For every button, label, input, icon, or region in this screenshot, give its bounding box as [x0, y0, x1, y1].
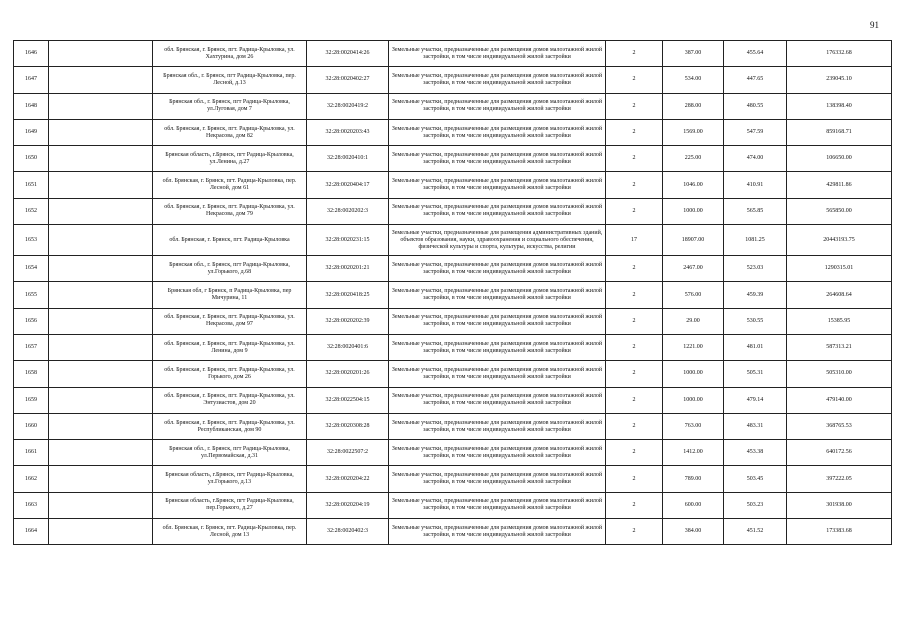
cadastral-number-cell: 32:28:0020402:3	[307, 519, 389, 545]
area-cell: 1221.00	[663, 334, 724, 360]
table-row	[14, 256, 892, 282]
permitted-use-cell: Земельные участки, предназначенные для размещения административных зданий, объектов образования, науки, здравоохранения и социального обеспечения, физической культуры и спорта, культуры, искусства, религии	[389, 225, 606, 256]
specific-value-cell: 479.14	[724, 387, 787, 413]
address-cell: Брянская область, г.Брянск, пгт Радица-Крыловка, ул.Ленина, д.27	[153, 146, 307, 172]
row-number: 1664	[14, 519, 49, 545]
cadastral-value-cell: 859168.71	[787, 119, 892, 145]
specific-value-cell: 453.38	[724, 440, 787, 466]
permitted-use-cell: Земельные участки, предназначенные для размещения домов малоэтажной жилой застройки, в том числе индивидуальной жилой застройки	[389, 492, 606, 518]
empty-cell	[49, 282, 153, 308]
table-row	[14, 225, 892, 256]
permitted-use-cell: Земельные участки, предназначенные для размещения домов малоэтажной жилой застройки, в том числе индивидуальной жилой застройки	[389, 308, 606, 334]
permitted-use-cell: Земельные участки, предназначенные для размещения домов малоэтажной жилой застройки, в том числе индивидуальной жилой застройки	[389, 119, 606, 145]
cadastral-value-cell: 368765.53	[787, 413, 892, 439]
table-row	[14, 440, 892, 466]
use-group-cell: 2	[606, 334, 663, 360]
table-row	[14, 146, 892, 172]
use-group-cell: 2	[606, 492, 663, 518]
use-group-cell: 2	[606, 41, 663, 67]
row-number: 1651	[14, 172, 49, 198]
permitted-use-cell: Земельные участки, предназначенные для размещения домов малоэтажной жилой застройки, в том числе индивидуальной жилой застройки	[389, 282, 606, 308]
cadastral-number-cell: 32:28:0020201:21	[307, 256, 389, 282]
cadastral-value-cell: 479140.00	[787, 387, 892, 413]
cadastral-number-cell: 32:28:0022504:15	[307, 387, 389, 413]
use-group-cell: 2	[606, 282, 663, 308]
cadastral-number-cell: 32:28:0020414:26	[307, 41, 389, 67]
cadastral-value-cell: 301938.00	[787, 492, 892, 518]
cadastral-value-cell: 565850.00	[787, 198, 892, 224]
use-group-cell: 2	[606, 466, 663, 492]
row-number: 1653	[14, 225, 49, 256]
permitted-use-cell: Земельные участки, предназначенные для размещения домов малоэтажной жилой застройки, в том числе индивидуальной жилой застройки	[389, 172, 606, 198]
permitted-use-cell: Земельные участки, предназначенные для размещения домов малоэтажной жилой застройки, в том числе индивидуальной жилой застройки	[389, 256, 606, 282]
permitted-use-cell: Земельные участки, предназначенные для размещения домов малоэтажной жилой застройки, в том числе индивидуальной жилой застройки	[389, 387, 606, 413]
row-number: 1654	[14, 256, 49, 282]
specific-value-cell: 474.00	[724, 146, 787, 172]
row-number: 1661	[14, 440, 49, 466]
area-cell: 384.00	[663, 519, 724, 545]
empty-cell	[49, 198, 153, 224]
cadastral-number-cell: 32:28:0020308:28	[307, 413, 389, 439]
specific-value-cell: 455.64	[724, 41, 787, 67]
table-body	[14, 41, 892, 545]
row-number: 1662	[14, 466, 49, 492]
address-cell: Брянская обл., г. Брянск, пгт Радица-Крыловка, ул.Первомайская, д.31	[153, 440, 307, 466]
area-cell: 534.00	[663, 67, 724, 93]
address-cell: обл. Брянская, г. Брянск, пгт. Радица-Крыловка, ул. Республиканская, дом 90	[153, 413, 307, 439]
specific-value-cell: 410.91	[724, 172, 787, 198]
specific-value-cell: 503.23	[724, 492, 787, 518]
cadastral-number-cell: 32:28:0020203:43	[307, 119, 389, 145]
empty-cell	[49, 119, 153, 145]
table-row	[14, 361, 892, 387]
row-number: 1657	[14, 334, 49, 360]
area-cell: 2467.00	[663, 256, 724, 282]
cadastral-number-cell: 32:28:0020231:15	[307, 225, 389, 256]
use-group-cell: 2	[606, 387, 663, 413]
row-number: 1659	[14, 387, 49, 413]
empty-cell	[49, 387, 153, 413]
area-cell: 1412.00	[663, 440, 724, 466]
cadastral-number-cell: 32:28:0020410:1	[307, 146, 389, 172]
land-plot-table	[13, 40, 892, 545]
specific-value-cell: 480.55	[724, 93, 787, 119]
row-number: 1663	[14, 492, 49, 518]
use-group-cell: 2	[606, 440, 663, 466]
address-cell: обл. Брянская, г. Брянск, пгт. Радица-Крыловка, ул. Ленина, дом 9	[153, 334, 307, 360]
cadastral-value-cell: 176332.68	[787, 41, 892, 67]
area-cell: 29.00	[663, 308, 724, 334]
cadastral-value-cell: 138398.40	[787, 93, 892, 119]
use-group-cell: 17	[606, 225, 663, 256]
empty-cell	[49, 334, 153, 360]
empty-cell	[49, 440, 153, 466]
empty-cell	[49, 225, 153, 256]
area-cell: 1000.00	[663, 361, 724, 387]
area-cell: 18907.00	[663, 225, 724, 256]
table-row	[14, 387, 892, 413]
specific-value-cell: 447.65	[724, 67, 787, 93]
cadastral-number-cell: 32:28:0020202:3	[307, 198, 389, 224]
address-cell: обл. Брянская, г. Брянск, пгт. Радица-Крыловка, ул. Некрасова, дом 82	[153, 119, 307, 145]
table-row	[14, 282, 892, 308]
address-cell: Брянская обл., г. Брянск, пгт Радица-Крыловка, пер. Лесной, д.13	[153, 67, 307, 93]
address-cell: Брянская область, г.Брянск, пгт Радица-Крыловка, ул.Горького, д.13	[153, 466, 307, 492]
address-cell: обл. Брянская, г. Брянск, пгт. Радица-Крыловка, ул. Горького, дом 26	[153, 361, 307, 387]
use-group-cell: 2	[606, 308, 663, 334]
page-number: 91	[870, 20, 879, 30]
cadastral-value-cell: 264608.64	[787, 282, 892, 308]
table-row	[14, 67, 892, 93]
row-number: 1650	[14, 146, 49, 172]
specific-value-cell: 547.59	[724, 119, 787, 145]
cadastral-number-cell: 32:28:0020204:22	[307, 466, 389, 492]
row-number: 1658	[14, 361, 49, 387]
table-row	[14, 334, 892, 360]
empty-cell	[49, 466, 153, 492]
cadastral-value-cell: 20443193.75	[787, 225, 892, 256]
cadastral-number-cell: 32:28:0020418:25	[307, 282, 389, 308]
table-row	[14, 41, 892, 67]
area-cell: 1046.00	[663, 172, 724, 198]
specific-value-cell: 505.31	[724, 361, 787, 387]
specific-value-cell: 451.52	[724, 519, 787, 545]
permitted-use-cell: Земельные участки, предназначенные для размещения домов малоэтажной жилой застройки, в том числе индивидуальной жилой застройки	[389, 334, 606, 360]
use-group-cell: 2	[606, 67, 663, 93]
table-row	[14, 198, 892, 224]
cadastral-value-cell: 429811.86	[787, 172, 892, 198]
empty-cell	[49, 172, 153, 198]
permitted-use-cell: Земельные участки, предназначенные для размещения домов малоэтажной жилой застройки, в том числе индивидуальной жилой застройки	[389, 440, 606, 466]
specific-value-cell: 483.31	[724, 413, 787, 439]
cadastral-value-cell: 640172.56	[787, 440, 892, 466]
use-group-cell: 2	[606, 361, 663, 387]
table-row	[14, 492, 892, 518]
address-cell: обл. Брянская, г. Брянск, пгт. Радица-Крыловка, ул. Некрасова, дом 79	[153, 198, 307, 224]
empty-cell	[49, 93, 153, 119]
area-cell: 288.00	[663, 93, 724, 119]
row-number: 1648	[14, 93, 49, 119]
permitted-use-cell: Земельные участки, предназначенные для размещения домов малоэтажной жилой застройки, в том числе индивидуальной жилой застройки	[389, 93, 606, 119]
address-cell: Брянская область, г.Брянск, пгт Радица-Крыловка, пер.Горького, д.27	[153, 492, 307, 518]
cadastral-value-cell: 15385.95	[787, 308, 892, 334]
area-cell: 576.00	[663, 282, 724, 308]
cadastral-value-cell: 106650.00	[787, 146, 892, 172]
empty-cell	[49, 413, 153, 439]
use-group-cell: 2	[606, 146, 663, 172]
specific-value-cell: 565.85	[724, 198, 787, 224]
empty-cell	[49, 256, 153, 282]
cadastral-value-cell: 505310.00	[787, 361, 892, 387]
cadastral-number-cell: 32:28:0020204:19	[307, 492, 389, 518]
specific-value-cell: 459.39	[724, 282, 787, 308]
empty-cell	[49, 41, 153, 67]
area-cell: 387.00	[663, 41, 724, 67]
specific-value-cell: 481.01	[724, 334, 787, 360]
specific-value-cell: 530.55	[724, 308, 787, 334]
cadastral-number-cell: 32:28:0020419:2	[307, 93, 389, 119]
area-cell: 225.00	[663, 146, 724, 172]
use-group-cell: 2	[606, 519, 663, 545]
address-cell: Брянская обл., г. Брянск, пгт Радица-Крыловка, ул.Горького, д.68	[153, 256, 307, 282]
permitted-use-cell: Земельные участки, предназначенные для размещения домов малоэтажной жилой застройки, в том числе индивидуальной жилой застройки	[389, 413, 606, 439]
cadastral-value-cell: 1290315.01	[787, 256, 892, 282]
address-cell: обл. Брянская, г. Брянск, пгт. Радица-Крыловка, пер. Лесной, дом 61	[153, 172, 307, 198]
row-number: 1649	[14, 119, 49, 145]
row-number: 1647	[14, 67, 49, 93]
row-number: 1660	[14, 413, 49, 439]
use-group-cell: 2	[606, 413, 663, 439]
use-group-cell: 2	[606, 256, 663, 282]
cadastral-value-cell: 239045.10	[787, 67, 892, 93]
cadastral-value-cell: 587313.21	[787, 334, 892, 360]
table-row	[14, 308, 892, 334]
permitted-use-cell: Земельные участки, предназначенные для размещения домов малоэтажной жилой застройки, в том числе индивидуальной жилой застройки	[389, 198, 606, 224]
cadastral-number-cell: 32:28:0022507:2	[307, 440, 389, 466]
cadastral-number-cell: 32:28:0020401:6	[307, 334, 389, 360]
permitted-use-cell: Земельные участки, предназначенные для размещения домов малоэтажной жилой застройки, в том числе индивидуальной жилой застройки	[389, 146, 606, 172]
specific-value-cell: 523.03	[724, 256, 787, 282]
cadastral-number-cell: 32:28:0020201:26	[307, 361, 389, 387]
row-number: 1646	[14, 41, 49, 67]
permitted-use-cell: Земельные участки, предназначенные для размещения домов малоэтажной жилой застройки, в том числе индивидуальной жилой застройки	[389, 466, 606, 492]
cadastral-number-cell: 32:28:0020402:27	[307, 67, 389, 93]
table-row	[14, 519, 892, 545]
area-cell: 789.00	[663, 466, 724, 492]
address-cell: обл. Брянская, г. Брянск, пгт. Радица-Крыловка, ул. Некрасова, дом 97	[153, 308, 307, 334]
address-cell: обл. Брянская, г. Брянск, пгт. Радица-Крыловка	[153, 225, 307, 256]
specific-value-cell: 1081.25	[724, 225, 787, 256]
cadastral-value-cell: 173383.68	[787, 519, 892, 545]
empty-cell	[49, 519, 153, 545]
permitted-use-cell: Земельные участки, предназначенные для размещения домов малоэтажной жилой застройки, в том числе индивидуальной жилой застройки	[389, 519, 606, 545]
area-cell: 763.00	[663, 413, 724, 439]
row-number: 1655	[14, 282, 49, 308]
cadastral-value-cell: 397222.05	[787, 466, 892, 492]
address-cell: обл. Брянская, г. Брянск, пгт. Радица-Крыловка, пер. Лесной, дом 13	[153, 519, 307, 545]
permitted-use-cell: Земельные участки, предназначенные для размещения домов малоэтажной жилой застройки, в том числе индивидуальной жилой застройки	[389, 361, 606, 387]
address-cell: обл. Брянская, г. Брянск, пгт. Радица-Крыловка, ул. Хахтурина, дом 26	[153, 41, 307, 67]
address-cell: обл. Брянская, г. Брянск, пгт. Радица-Крыловка, ул. Энтузиастов, дом 20	[153, 387, 307, 413]
table-row	[14, 413, 892, 439]
cadastral-number-cell: 32:28:0020404:17	[307, 172, 389, 198]
area-cell: 1000.00	[663, 198, 724, 224]
cadastral-number-cell: 32:28:0020202:39	[307, 308, 389, 334]
row-number: 1656	[14, 308, 49, 334]
use-group-cell: 2	[606, 93, 663, 119]
use-group-cell: 2	[606, 172, 663, 198]
permitted-use-cell: Земельные участки, предназначенные для размещения домов малоэтажной жилой застройки, в том числе индивидуальной жилой застройки	[389, 41, 606, 67]
table-row	[14, 93, 892, 119]
area-cell: 1000.00	[663, 387, 724, 413]
area-cell: 600.00	[663, 492, 724, 518]
table-row	[14, 172, 892, 198]
address-cell: Брянская обл., г. Брянск, пгт Радица-Крыловка, ул.Луговая, дом 7	[153, 93, 307, 119]
permitted-use-cell: Земельные участки, предназначенные для размещения домов малоэтажной жилой застройки, в том числе индивидуальной жилой застройки	[389, 67, 606, 93]
empty-cell	[49, 67, 153, 93]
row-number: 1652	[14, 198, 49, 224]
use-group-cell: 2	[606, 198, 663, 224]
use-group-cell: 2	[606, 119, 663, 145]
empty-cell	[49, 308, 153, 334]
address-cell: Брянская обл, г Брянск, п Радица-Крыловка, пер Мичурина, 11	[153, 282, 307, 308]
area-cell: 1569.00	[663, 119, 724, 145]
table-row	[14, 466, 892, 492]
empty-cell	[49, 146, 153, 172]
empty-cell	[49, 361, 153, 387]
table-row	[14, 119, 892, 145]
specific-value-cell: 503.45	[724, 466, 787, 492]
empty-cell	[49, 492, 153, 518]
